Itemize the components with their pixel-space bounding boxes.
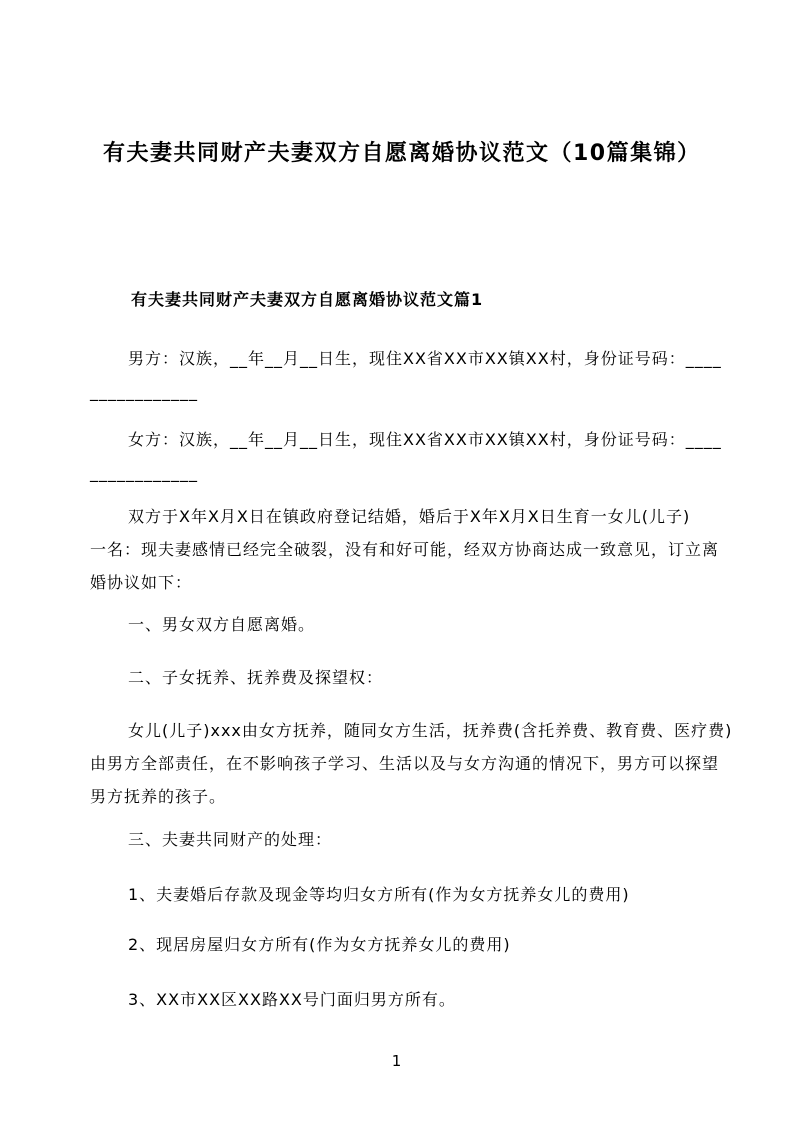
paragraph-marriage-intro [90, 500, 735, 599]
document-title: 有夫妻共同财产夫妻双方自愿离婚协议范文（10篇集锦） [103, 141, 701, 166]
paragraph-line: 婚协议如下： [90, 573, 193, 592]
paragraph-line: 男方抚养的孩子。 [90, 787, 227, 806]
page-number: 1 [391, 1052, 402, 1070]
paragraph-line-blank-underscores: ____________ [90, 463, 198, 482]
paragraph-female-party-info [90, 423, 735, 489]
paragraph-line: 由男方全部责任，在不影响孩子学习、生活以及与女方沟通的情况下，男方可以探望 [90, 754, 720, 773]
paragraph-line: 二、子女抚养、抚养费及探望权： [128, 668, 384, 687]
paragraph-line-blank-underscores: ____________ [90, 382, 198, 401]
paragraph-line: 男方：汉族，__年__月__日生，现住XX省XX市XX镇XX村，身份证号码：____ [128, 349, 722, 368]
section-heading: 有夫妻共同财产夫妻双方自愿离婚协议范文篇1 [131, 290, 484, 309]
paragraph-line: 一名：现夫妻感情已经完全破裂，没有和好可能，经双方协商达成一致意见，订立离 [90, 540, 720, 559]
paragraph-male-party-info [90, 342, 735, 408]
paragraph-item-three [90, 823, 735, 856]
paragraph-item-one [90, 608, 735, 641]
paragraph-child-custody [90, 714, 735, 813]
paragraph-line: 一、男女双方自愿离婚。 [128, 615, 316, 634]
paragraph-item-two [90, 661, 735, 694]
paragraph-line: 3、XX市XX区XX路XX号门面归男方所有。 [128, 990, 456, 1009]
paragraph-property-sub-3 [90, 983, 735, 1016]
paragraph-property-sub-2 [90, 928, 735, 961]
paragraph-line: 女儿(儿子)xxx由女方抚养，随同女方生活，抚养费(含托养费、教育费、医疗费) [128, 721, 733, 740]
paragraph-line: 双方于X年X月X日在镇政府登记结婚，婚后于X年X月X日生育一女儿(儿子) [128, 507, 691, 526]
paragraph-line: 2、现居房屋归女方所有(作为女方抚养女儿的费用) [128, 935, 511, 954]
paragraph-line: 1、夫妻婚后存款及现金等均归女方所有(作为女方抚养女儿的费用) [128, 885, 630, 904]
paragraph-line: 女方：汉族，__年__月__日生，现住XX省XX市XX镇XX村，身份证号码：____ [128, 430, 722, 449]
paragraph-property-sub-1 [90, 878, 735, 911]
paragraph-line: 三、夫妻共同财产的处理： [128, 830, 333, 849]
